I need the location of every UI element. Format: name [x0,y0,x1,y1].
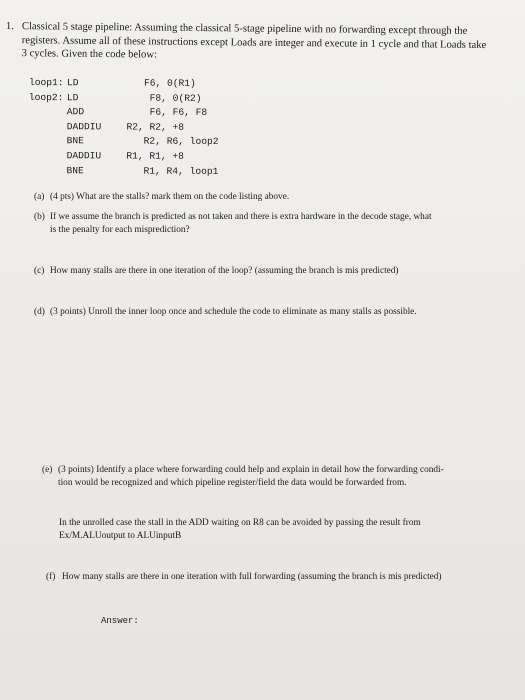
code-listing [28,76,218,179]
question-text: (3 points) Unroll the inner loop once and schedule the code to eliminate as many stalls as possible. [50,307,417,317]
code-opcode: DADDIU [66,150,102,162]
answer-label: Answer: [101,616,139,626]
code-label [29,120,67,135]
code-operands: R1, R1, +8 [120,150,184,162]
question-e [42,464,444,489]
code-operands: F6, 0(R1) [120,77,196,89]
code-operands: R2, R2, +8 [120,121,185,133]
question-text: How many stalls are there in one iteration of the loop? (assuming the branch is mis predicted) [50,266,399,276]
code-line [29,91,219,107]
code-operands: F6, F6, F8 [120,106,208,119]
code-label: loop1: [28,76,64,89]
answer-text: Ex/M.ALUoutput to ALUinputB [59,530,182,541]
code-line [29,134,219,150]
code-line [29,120,219,136]
question-label: (c) [34,266,45,276]
code-label [29,149,67,164]
code-opcode: LD [66,91,79,103]
code-opcode: BNE [66,164,84,176]
question-label: (b) [34,212,45,222]
intro-line-1: Classical 5 stage pipeline: Assuming the classical 5-stage pipeline with no forwarding except through the [21,21,468,37]
question-a [34,191,289,204]
answer-text: In the unrolled case the stall in the ADD waiting on R8 can be avoided by passing the result from [59,518,421,528]
code-operands: R1, R4, loop1 [120,165,219,177]
question-label: (a) [34,192,45,202]
code-line [28,164,218,180]
code-line [29,105,219,121]
code-label: loop2: [28,91,64,103]
code-label [28,164,66,179]
question-c [34,265,399,278]
question-d [34,306,417,319]
intro-line-2: registers. Assume all of these instructions except Loads are integer and execute in 1 cycle and that Loads take [21,34,487,51]
question-f [46,571,442,584]
question-label: (f) [46,572,56,582]
problem-number: 1. [5,20,14,33]
question-text: (3 points) Identify a place where forwarding could help and explain in detail how the forwarding condi- [58,465,444,475]
answer-e [59,517,421,542]
question-text: is the penalty for each misprediction? [50,224,190,235]
code-operands: F8, 0(R2) [120,92,202,104]
intro-line-3: 3 cycles. Given the code below: [21,48,158,61]
question-label: (e) [42,465,53,475]
question-text: tion would be recognized and which pipeline register/field the data would be forwarded from. [58,477,407,488]
question-text: (4 pts) What are the stalls? mark them on the code listing above. [50,192,290,202]
code-label [29,134,67,149]
code-opcode: ADD [66,106,85,118]
code-opcode: BNE [66,135,84,147]
code-opcode: LD [66,77,79,89]
code-label [29,105,67,120]
code-operands: R2, R6, loop2 [120,135,219,148]
question-text: If we assume the branch is predicted as not taken and there is extra hardware in the decode stage, what [50,212,432,222]
code-line [29,76,219,92]
question-b [34,211,432,236]
code-opcode: DADDIU [66,120,102,133]
problem-intro [6,20,518,66]
question-label: (d) [34,307,45,317]
question-text: How many stalls are there in one iteration with full forwarding (assuming the branch is mis predicted) [62,572,442,582]
code-line [29,149,219,165]
